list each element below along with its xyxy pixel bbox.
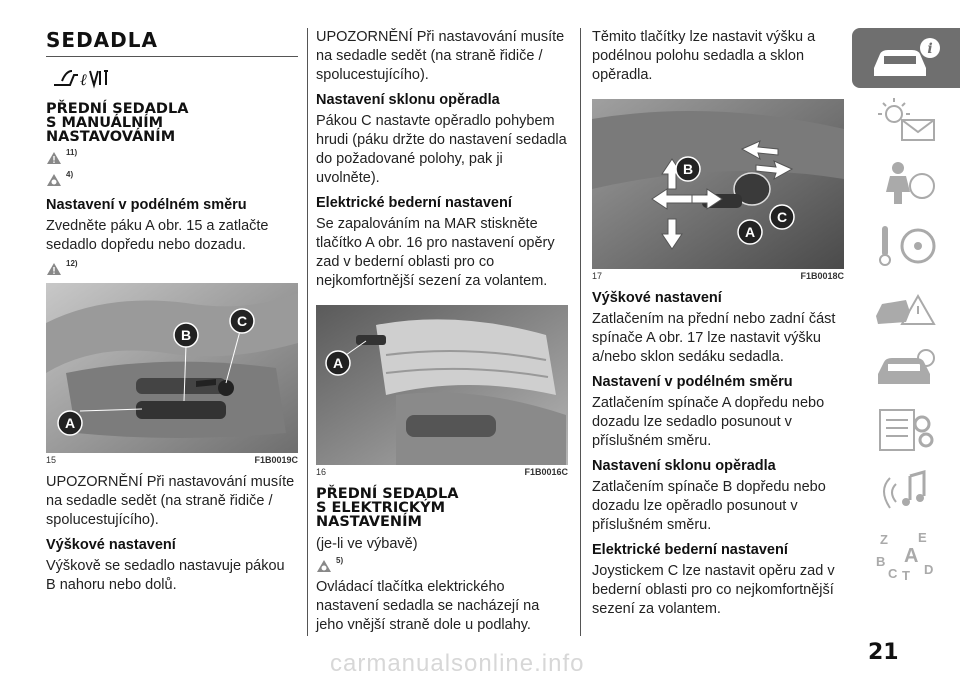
svg-text:T: T	[902, 568, 910, 580]
alphabetical-index-icon	[866, 528, 946, 580]
fig17-label-b: B	[682, 161, 694, 177]
crash-warning-icon	[866, 282, 946, 330]
text-height-3: Zatlačením na přední nebo zadní část spínače A obr. 17 lze nastavit výšku a/nebo sklon sedáku sedadla.	[592, 311, 836, 365]
chapter-sidebar	[852, 28, 960, 586]
fig17-label-c: C	[776, 209, 788, 225]
electric-switch-photo	[592, 99, 844, 269]
warning-ref-1[interactable]: 11)	[46, 148, 298, 168]
page-title: SEDADLA	[46, 28, 298, 57]
caution-hand-icon	[46, 173, 62, 187]
caution-ref-1[interactable]: 4)	[46, 170, 298, 190]
svg-text:B: B	[876, 554, 886, 569]
tab-emergency[interactable]	[852, 276, 960, 336]
warning-triangle-icon	[46, 262, 62, 276]
airbag-person-icon	[866, 158, 946, 206]
car-info-icon	[866, 34, 946, 82]
column-1	[46, 28, 298, 595]
section-title-manual: PŘEDNÍ SEDADLA S MANUÁLNÍM NASTAVOVÁNÍM	[46, 101, 189, 145]
fig15-label-c: C	[236, 313, 248, 329]
text-height: Výškově se sedadlo nastavuje pákou B nahoru nebo dolů.	[46, 558, 285, 593]
steering-key-icon	[866, 220, 946, 268]
caution-hand-icon	[316, 559, 332, 573]
page-number: 21	[868, 640, 899, 665]
tab-warning-lights[interactable]	[852, 90, 960, 150]
heading-height: Výškové nastavení	[46, 537, 176, 553]
caution-ref-5[interactable]: 5)	[316, 556, 568, 576]
manual-seat-photo	[46, 283, 298, 453]
warning-lights-icon	[866, 96, 946, 144]
text-longitudinal: Zvedněte páku A obr. 15 a zatlačte sedadlo dopředu nebo dozadu.	[46, 218, 269, 253]
column-divider-1	[307, 28, 308, 636]
tab-multimedia[interactable]	[852, 462, 960, 522]
svg-text:i: i	[927, 41, 933, 57]
heading-longitudinal: Nastavení v podélném směru	[46, 197, 247, 213]
figure-15-caption: 15 F1B0019C	[46, 455, 298, 465]
svg-text:E: E	[918, 530, 927, 545]
svg-text:D: D	[924, 562, 934, 577]
heading-longitudinal-3: Nastavení v podélném směru	[592, 374, 793, 390]
column-2	[316, 28, 568, 635]
figure-17	[592, 99, 844, 269]
text-if-equipped: (je-li ve výbavě)	[316, 536, 418, 552]
text-backrest: Pákou C nastavte opěradlo pohybem hrudi (páku držte do nastavení sedadla do požadované polohy, pak ji uvolněte).	[316, 113, 567, 186]
figure-15	[46, 283, 298, 453]
svg-text:A: A	[904, 545, 919, 567]
fig15-label-a: A	[64, 415, 76, 431]
settings-list-icon	[866, 406, 946, 454]
tab-safety[interactable]	[852, 152, 960, 212]
lumbar-button-photo	[316, 305, 568, 465]
svg-text:Z: Z	[880, 532, 888, 547]
text-intro: Těmito tlačítky lze nastavit výšku a podélnou polohu sedadla a sklon opěradla.	[592, 29, 816, 83]
media-navigation-icon	[866, 468, 946, 516]
heading-height-3: Výškové nastavení	[592, 290, 722, 306]
seat-manual-icon	[52, 67, 112, 89]
text-warning-2: UPOZORNĚNÍ Při nastavování musíte na sedadle sedět (na straně řidiče / spolucestujícího).	[316, 29, 565, 83]
heading-backrest-3: Nastavení sklonu opěradla	[592, 458, 776, 474]
heading-backrest: Nastavení sklonu opěradla	[316, 92, 500, 108]
text-lumbar: Se zapalováním na MAR stiskněte tlačítko A obr. 16 pro nastavení opěry zad v bederní oblasti pro co nejkomfortnější sezení za volantem.	[316, 216, 555, 289]
text-electric: Ovládací tlačítka elektrického nastavení sedadla se nacházejí na jeho vnější straně dole u podlahy.	[316, 579, 540, 633]
tab-technical-data[interactable]	[852, 400, 960, 460]
column-divider-2	[580, 28, 581, 636]
section-title-electric: PŘEDNÍ SEDADLA S ELEKTRICKÝM NASTAVENÍM	[316, 486, 459, 530]
tab-starting-driving[interactable]	[852, 214, 960, 274]
heading-lumbar-3: Elektrické bederní nastavení	[592, 542, 788, 558]
text-lumbar-3: Joystickem C lze nastavit opěru zad v bederní oblasti pro co nejkomfortnější sezení za volantem.	[592, 563, 835, 617]
fig17-label-a: A	[744, 224, 756, 240]
svg-text:C: C	[888, 566, 898, 580]
tab-index[interactable]	[852, 524, 960, 584]
tab-car-info[interactable]	[852, 28, 960, 88]
fig15-label-b: B	[180, 327, 192, 343]
figure-16-caption: 16 F1B0016C	[316, 467, 568, 477]
text-backrest-3: Zatlačením spínače B dopředu nebo dozadu lze opěradlo posunout v příslušném směru.	[592, 479, 826, 533]
text-longitudinal-3: Zatlačením spínače A dopředu nebo dozadu lze sedadlo posunout v příslušném směru.	[592, 395, 825, 449]
figure-17-caption: 17 F1B0018C	[592, 271, 844, 281]
figure-16	[316, 305, 568, 465]
warning-triangle-icon	[46, 151, 62, 165]
car-service-icon	[866, 344, 946, 392]
watermark: carmanualsonline.info	[330, 650, 585, 677]
text-warning: UPOZORNĚNÍ Při nastavování musíte na sedadle sedět (na straně řidiče / spolucestujícího).	[46, 474, 295, 528]
column-3	[592, 28, 844, 619]
warning-ref-3[interactable]: 12)	[46, 259, 298, 279]
tab-maintenance[interactable]	[852, 338, 960, 398]
heading-lumbar: Elektrické bederní nastavení	[316, 195, 512, 211]
svg-text:ℓ: ℓ	[80, 70, 87, 89]
fig16-label-a: A	[332, 355, 344, 371]
